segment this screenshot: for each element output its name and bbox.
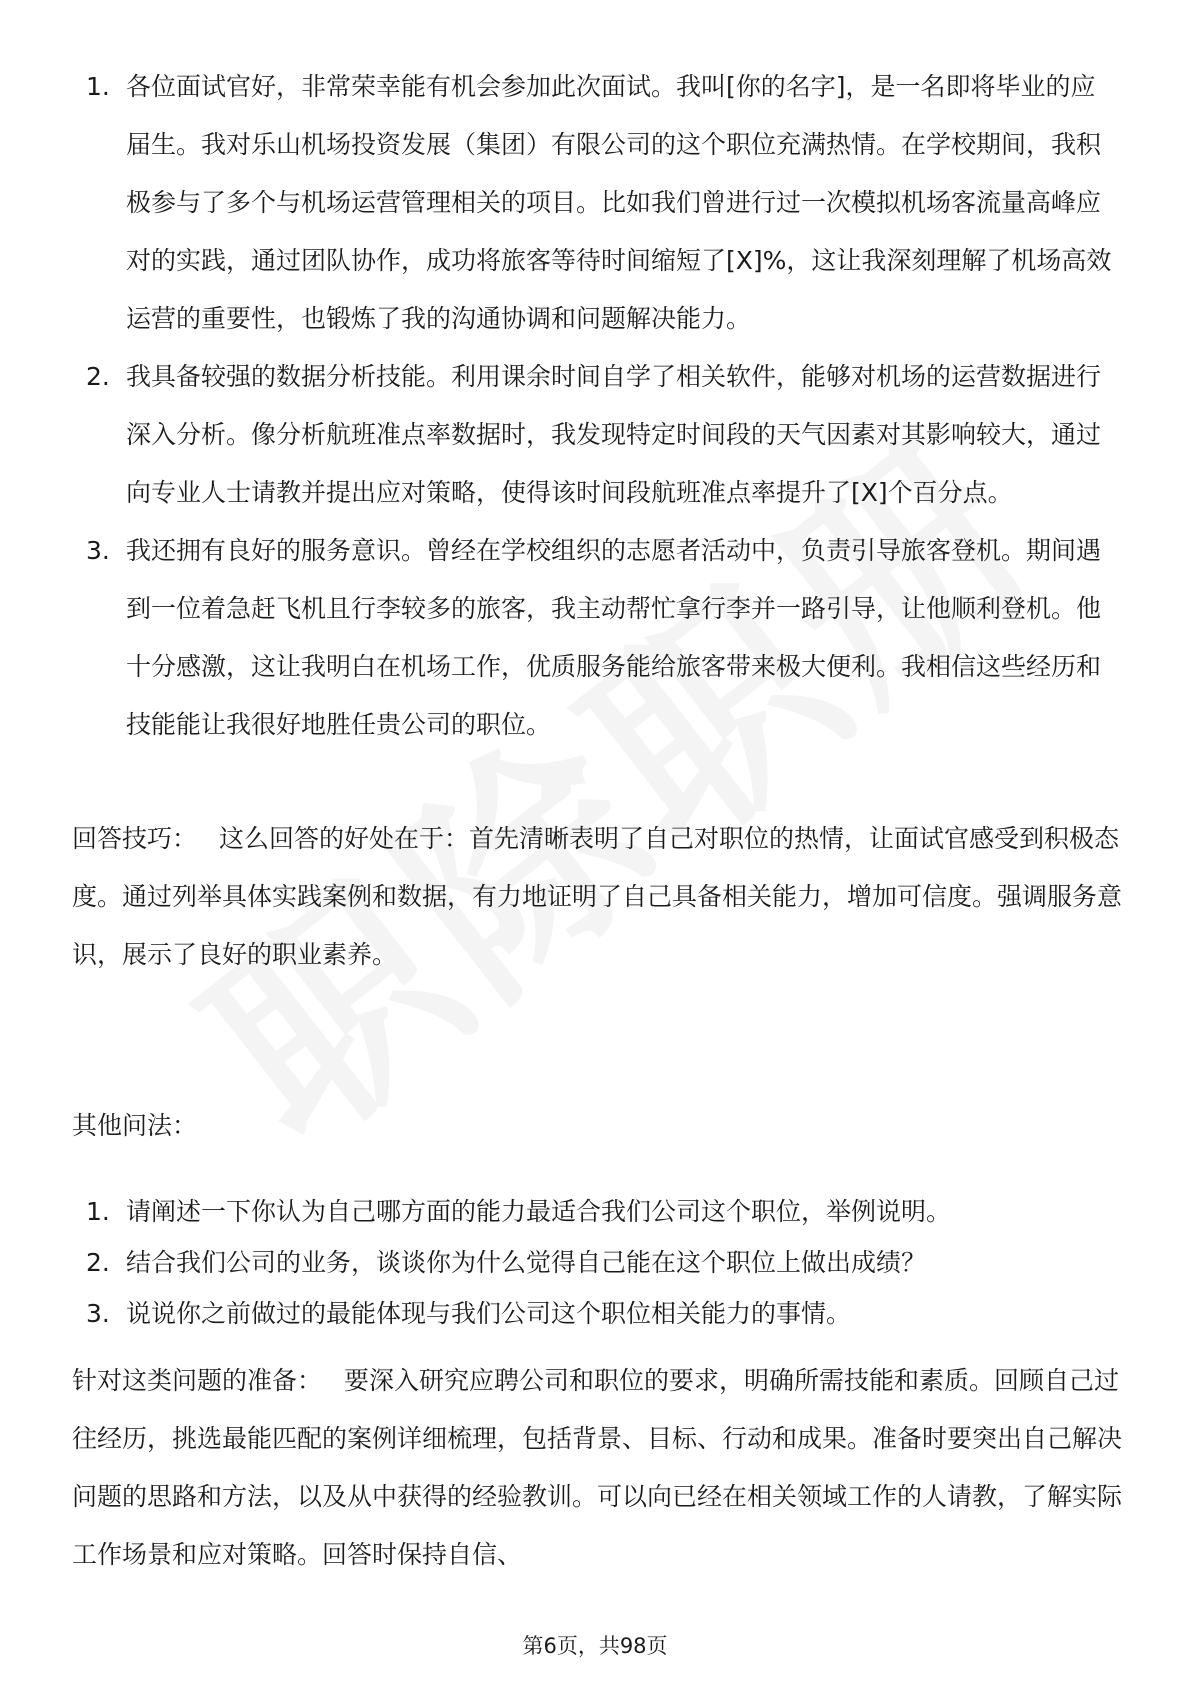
list-number: 1. xyxy=(86,72,110,101)
list-item-text: 各位面试官好，非常荣幸能有机会参加此次面试。我叫[你的名字]，是一名即将毕业的应届生。我对乐山机场投资发展（集团）有限公司的这个职位充满热情。在学校期间，我积极参与了多个与机场运营管理相关的项目。比如我们曾进行过一次模拟机场客流量高峰应对的实践，通过团队协作，成功将旅客等待时间缩短了[X]%，这让我深刻理解了机场高效运营的重要性，也锻炼了我的沟通协调和问题解决能力。 xyxy=(126,72,1112,333)
list-item xyxy=(80,1288,1120,1339)
list-item xyxy=(80,348,1120,522)
preparation-label: 针对这类问题的准备： xyxy=(72,1366,323,1395)
preparation-paragraph xyxy=(72,1352,1122,1584)
list-item-text: 说说你之前做过的最能体现与我们公司这个职位相关能力的事情。 xyxy=(126,1299,852,1328)
list-number: 3. xyxy=(86,536,110,565)
list-item-text: 我具备较强的数据分析技能。利用课余时间自学了相关软件，能够对机场的运营数据进行深入分析。像分析航班准点率数据时，我发现特定时间段的天气因素对其影响较大，通过向专业人士请教并提出应对策略，使得该时间段航班准点率提升了[X]个百分点。 xyxy=(126,362,1102,507)
list-item xyxy=(80,1237,1120,1288)
list-item-text: 结合我们公司的业务，谈谈你为什么觉得自己能在这个职位上做出成绩？ xyxy=(126,1248,927,1277)
list-number: 2. xyxy=(86,362,110,391)
tips-label: 回答技巧： xyxy=(72,824,198,853)
list-item-text: 请阐述一下你认为自己哪方面的能力最适合我们公司这个职位，举例说明。 xyxy=(126,1197,952,1226)
other-questions-list xyxy=(80,1186,1120,1339)
list-item xyxy=(80,1186,1120,1237)
answer-list xyxy=(80,58,1120,754)
list-number: 3. xyxy=(86,1299,110,1328)
tips-text: 这么回答的好处在于：首先清晰表明了自己对职位的热情，让面试官感受到积极态度。通过列举具体实践案例和数据，有力地证明了自己具备相关能力，增加可信度。强调服务意识，展示了良好的职业素养。 xyxy=(72,824,1123,969)
list-item xyxy=(80,58,1120,348)
tips-paragraph xyxy=(72,810,1122,984)
list-number: 2. xyxy=(86,1248,110,1277)
page-footer: 第6页，共98页 xyxy=(522,1634,668,1658)
list-number: 1. xyxy=(86,1197,110,1226)
other-questions-heading: 其他问法： xyxy=(72,1111,198,1140)
list-item xyxy=(80,522,1120,754)
list-item-text: 我还拥有良好的服务意识。曾经在学校组织的志愿者活动中，负责引导旅客登机。期间遇到一位着急赶飞机且行李较多的旅客，我主动帮忙拿行李并一路引导，让他顺利登机。他十分感激，这让我明白在机场工作，优质服务能给旅客带来极大便利。我相信这些经历和技能能让我很好地胜任贵公司的职位。 xyxy=(126,536,1102,739)
preparation-text: 要深入研究应聘公司和职位的要求，明确所需技能和素质。回顾自己过往经历，挑选最能匹配的案例详细梳理，包括背景、目标、行动和成果。准备时要突出自己解决问题的思路和方法，以及从中获得的经验教训。可以向已经在相关领域工作的人请教，了解实际工作场景和应对策略。回答时保持自信、 xyxy=(72,1366,1123,1569)
